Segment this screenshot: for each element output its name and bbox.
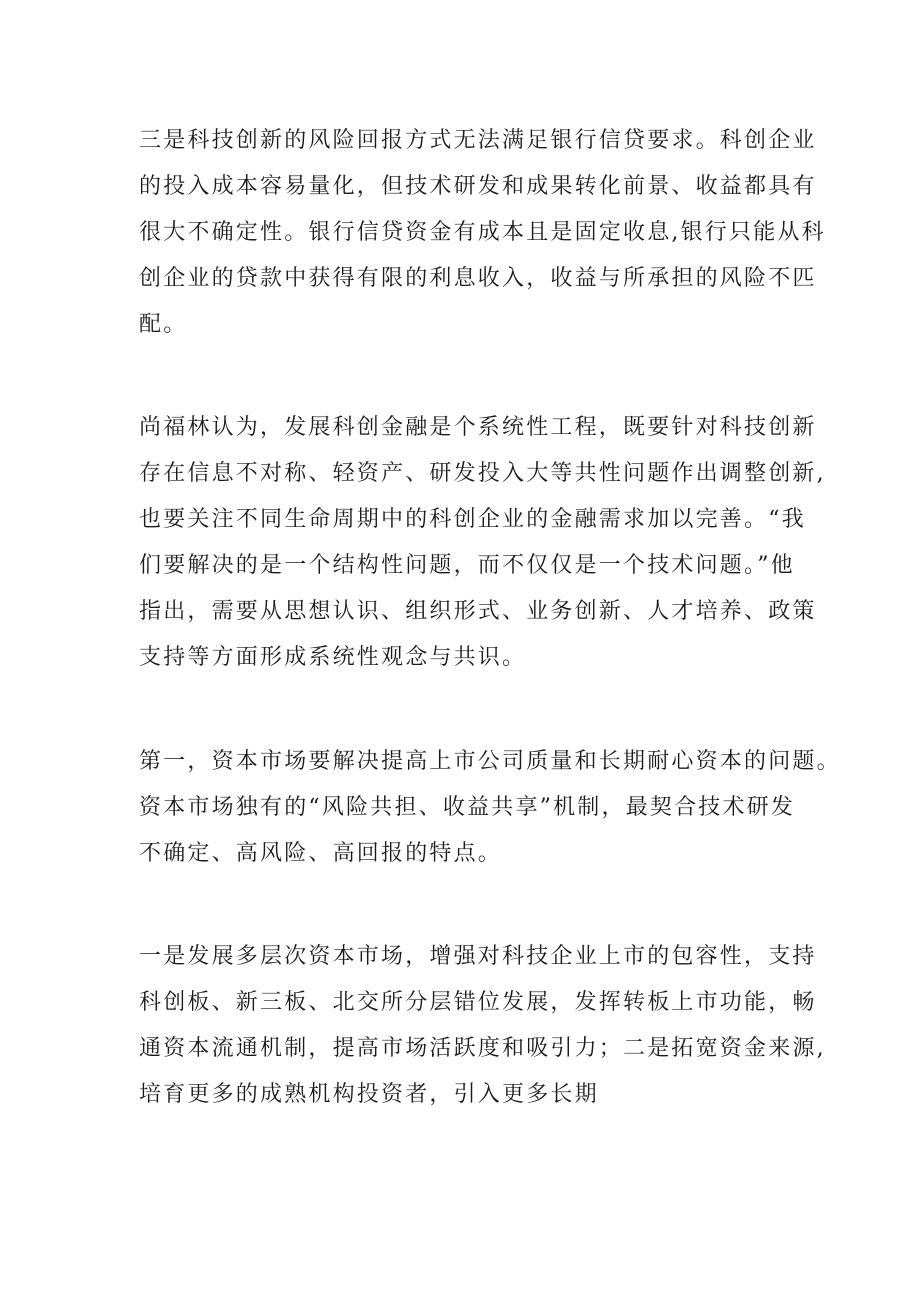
text-line: 通资本流通机制，提高市场活跃度和吸引力；二是拓宽资金来源, [139, 1036, 826, 1061]
text-line: 们要解决的是一个结构性问题，而不仅仅是一个技术问题。”他 [139, 553, 795, 578]
paragraph-shang-fulin-view [139, 405, 826, 681]
text-line: 存在信息不对称、轻资产、研发投入大等共性问题作出调整创新, [139, 461, 826, 486]
paragraph-bank-credit-risk [139, 118, 826, 348]
text-line: 科创板、新三板、北交所分层错位发展，发挥转板上市功能，畅 [139, 990, 817, 1015]
text-line: 指出，需要从思想认识、组织形式、业务创新、人才培养、政策 [139, 599, 817, 624]
text-line: 资本市场独有的“风险共担、收益共享”机制，最契合技术研发 [139, 795, 796, 820]
text-line: 的投入成本容易量化，但技术研发和成果转化前景、收益都具有 [139, 174, 817, 199]
text-line: 很大不确定性。银行信贷资金有成本且是固定收息,银行只能从科 [139, 220, 826, 245]
text-line: 第一，资本市场要解决提高上市公司质量和长期耐心资本的问题。 [139, 749, 841, 774]
paragraph-capital-market-first [139, 739, 841, 877]
text-line: 尚福林认为，发展科创金融是个系统性工程，既要针对科技创新 [139, 415, 817, 440]
text-line: 不确定、高风险、高回报的特点。 [139, 841, 503, 866]
text-line: 配。 [139, 312, 188, 337]
text-line: 创企业的贷款中获得有限的利息收入，收益与所承担的风险不匹 [139, 266, 817, 291]
text-line: 培育更多的成熟机构投资者，引入更多长期 [139, 1082, 599, 1107]
paragraph-multilevel-market [139, 934, 826, 1118]
text-line: 支持等方面形成系统性观念与共识。 [139, 645, 527, 670]
text-line: 一是发展多层次资本市场，增强对科技企业上市的包容性，支持 [139, 944, 817, 969]
text-line: 三是科技创新的风险回报方式无法满足银行信贷要求。科创企业 [139, 128, 817, 153]
text-line: 也要关注不同生命周期中的科创企业的金融需求加以完善。“我 [139, 507, 806, 532]
